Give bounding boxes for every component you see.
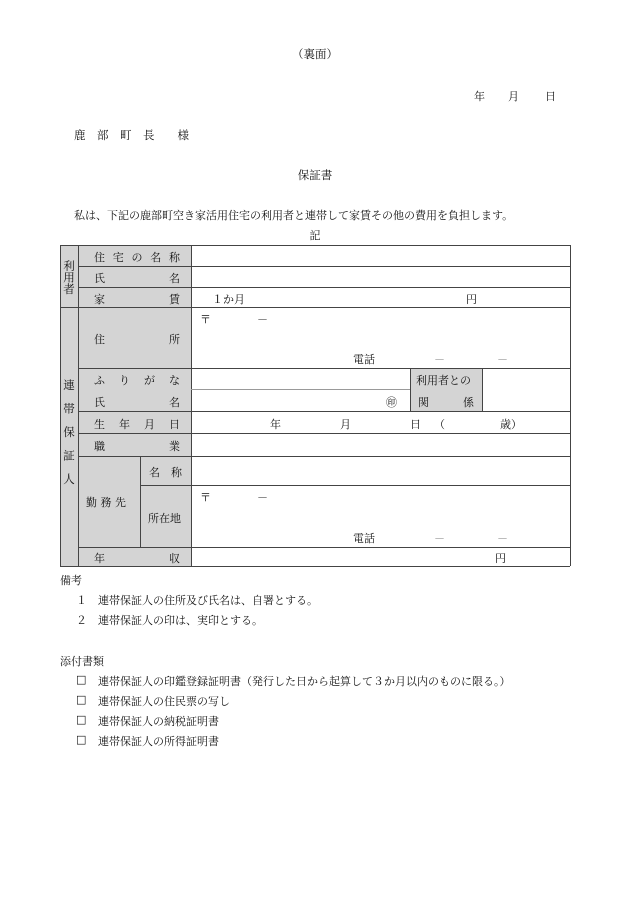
house-name-label: 住 宅 の 名 称 [94, 251, 180, 264]
attachments-title: 添付書類 [60, 655, 104, 668]
attachment-1-text: 連帯保証人の印鑑登録証明書（発行した日から起算して３か月以内のものに限る。） [98, 675, 511, 688]
age-open: （ [434, 418, 445, 431]
addressee: 鹿 部 町 長 様 [74, 128, 189, 142]
birth-day: 日 [410, 418, 421, 431]
workplace-postal-dash: － [257, 491, 268, 504]
date-day: 日 [545, 90, 556, 103]
rent-yen: 円 [466, 293, 477, 306]
notes-title: 備考 [60, 574, 82, 587]
workplace-tel-dash-2: － [497, 532, 508, 545]
furigana-label: ふ り が な [94, 374, 180, 387]
ki-label: 記 [309, 229, 321, 242]
note-1-num: １ [76, 594, 87, 607]
postal-dash: － [257, 313, 268, 326]
workplace-postal-mark: 〒 [200, 491, 211, 504]
workplace-name-label: 名 称 [149, 466, 182, 479]
birth-year: 年 [270, 418, 281, 431]
relation-label-line2: 関 係 [418, 396, 474, 409]
seal-mark: ㊞ [386, 396, 397, 409]
workplace-label: 勤 務 先 [86, 496, 126, 509]
doc-title: 保証書 [297, 168, 333, 182]
declaration: 私は、下記の鹿部町空き家活用住宅の利用者と連帯して家賃その他の費用を負担します。 [74, 209, 514, 222]
income-yen: 円 [495, 552, 506, 565]
guarantor-group-label: 連帯保証人 [62, 379, 76, 497]
address-label: 住 所 [94, 333, 180, 346]
income-label: 年 収 [94, 552, 180, 565]
attachment-1-checkbox[interactable]: □ [76, 673, 87, 686]
postal-mark: 〒 [200, 313, 211, 326]
age-close: 歳） [500, 418, 522, 431]
note-1-text: 連帯保証人の住所及び氏名は、自署とする。 [98, 594, 318, 607]
note-2-num: ２ [76, 614, 87, 627]
workplace-address-label: 所在地 [148, 512, 181, 525]
attachment-3-checkbox[interactable]: □ [76, 713, 87, 726]
attachment-3-text: 連帯保証人の納税証明書 [98, 715, 219, 728]
attachment-4-checkbox[interactable]: □ [76, 733, 87, 746]
date-month: 月 [508, 90, 519, 103]
guarantee-form [60, 245, 570, 566]
address-tel-label: 電話 [353, 353, 375, 366]
attachment-2-text: 連帯保証人の住民票の写し [98, 695, 230, 708]
guarantor-name-label: 氏 名 [94, 396, 180, 409]
relation-label-line1: 利用者との [416, 374, 471, 387]
note-2-text: 連帯保証人の印は、実印とする。 [98, 614, 263, 627]
occupation-label: 職 業 [94, 440, 180, 453]
attachment-4-text: 連帯保証人の所得証明書 [98, 735, 219, 748]
date-year: 年 [474, 90, 485, 103]
address-tel-dash-2: － [497, 353, 508, 366]
rent-period: １か月 [212, 293, 245, 306]
birth-label: 生 年 月 日 [94, 418, 180, 431]
rent-label: 家 賃 [94, 293, 180, 306]
workplace-tel-dash-1: － [434, 532, 445, 545]
attachment-2-checkbox[interactable]: □ [76, 693, 87, 706]
birth-month: 月 [340, 418, 351, 431]
user-name-label: 氏 名 [94, 272, 180, 285]
side-label: （裏面） [292, 47, 338, 61]
workplace-tel-label: 電話 [353, 532, 375, 545]
address-tel-dash-1: － [434, 353, 445, 366]
user-group-label: 利用者 [62, 259, 76, 295]
